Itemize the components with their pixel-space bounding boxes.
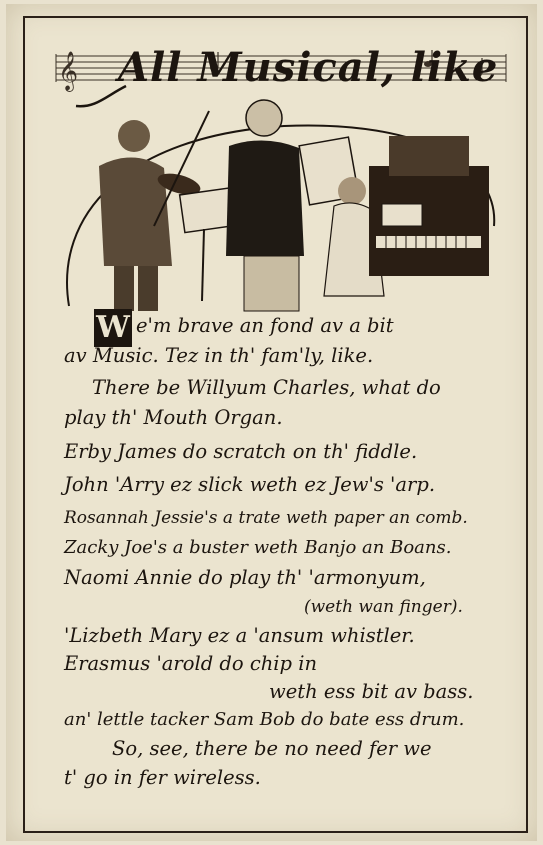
svg-text:𝄞: 𝄞 — [58, 51, 79, 91]
poem-line: John 'Arry ez slick weth ez Jew's 'arp. — [64, 473, 436, 496]
poem-line: Naomi Annie do play th' 'armonyum, — [64, 566, 426, 589]
postcard — [6, 4, 537, 841]
poem-line: an' lettle tacker Sam Bob do bate ess drum. — [64, 709, 465, 730]
musicians-illustration — [54, 96, 504, 318]
poem-line: There be Willyum Charles, what do — [92, 376, 441, 399]
poem-line: Erasmus 'arold do chip in — [64, 652, 318, 675]
poem-line: av Music. Tez in th' fam'ly, like. — [64, 344, 374, 367]
poem-line: weth ess bit av bass. — [269, 680, 474, 703]
poem-line: play th' Mouth Organ. — [64, 406, 283, 429]
violinist-figure — [99, 120, 172, 311]
poem-line: Rosannah Jessie's a trate weth paper an comb. — [64, 508, 468, 528]
poem-line: Zacky Joe's a buster weth Banjo an Boans. — [64, 537, 452, 558]
poem-line: So, see, there be no need fer we — [112, 737, 432, 760]
poem-line: Erby James do scratch on th' fiddle. — [64, 440, 418, 463]
poem-line: t' go in fer wireless. — [64, 766, 261, 789]
poem-line: e'm brave an fond av a bit — [136, 314, 394, 337]
page-title: All Musical, like — [118, 44, 499, 91]
poem-line-aside: (weth wan finger). — [304, 597, 463, 617]
drop-cap: W — [94, 309, 132, 347]
poem-line: 'Lizbeth Mary ez a 'ansum whistler. — [64, 624, 415, 647]
piano-icon — [369, 136, 489, 276]
